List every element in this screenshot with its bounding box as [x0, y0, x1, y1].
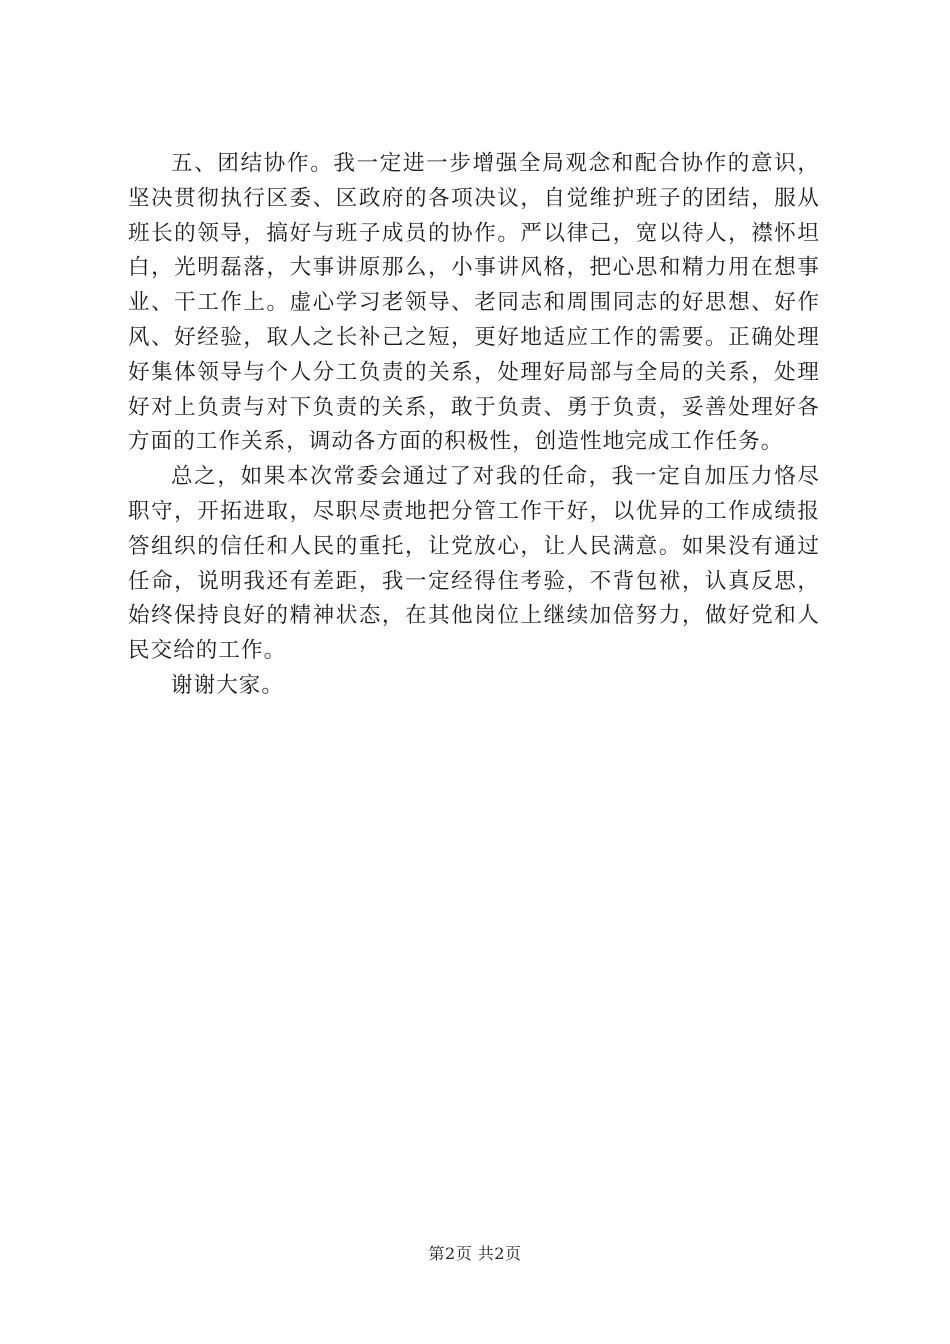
paragraph-thanks: 谢谢大家。	[171, 672, 285, 698]
document-body	[128, 147, 820, 704]
paragraph-teamwork: 五、团结协作。我一定进一步增强全局观念和配合协作的意识，坚决贯彻执行区委、区政府的各项决议，自觉维护班子的团结，服从班长的领导，搞好与班子成员的协作。严以律己，宽以待人，襟怀坦白，光明磊落，大事讲原那么，小事讲风格，把心思和精力用在想事业、干工作上。虚心学习老领导、老同志和周围同志的好思想、好作风、好经验，取人之长补己之短，更好地适应工作的需要。正确处理好集体领导与个人分工负责的关系，处理好局部与全局的关系，处理好对上负责与对下负责的关系，敢于负责、勇于负责，妥善处理好各方面的工作关系，调动各方面的积极性，创造性地完成工作任务。	[128, 151, 820, 455]
page-footer: 第2页 共2页	[428, 1244, 522, 1263]
paragraph-conclusion: 总之，如果本次常委会通过了对我的任命，我一定自加压力恪尽职守，开拓进取，尽职尽责地把分管工作干好，以优异的工作成绩报答组织的信任和人民的重托，让党放心，让人民满意。如果没有通过任命，说明我还有差距，我一定经得住考验，不背包袱，认真反思，始终保持良好的精神状态，在其他岗位上继续加倍努力，做好党和人民交给的工作。	[128, 464, 820, 664]
